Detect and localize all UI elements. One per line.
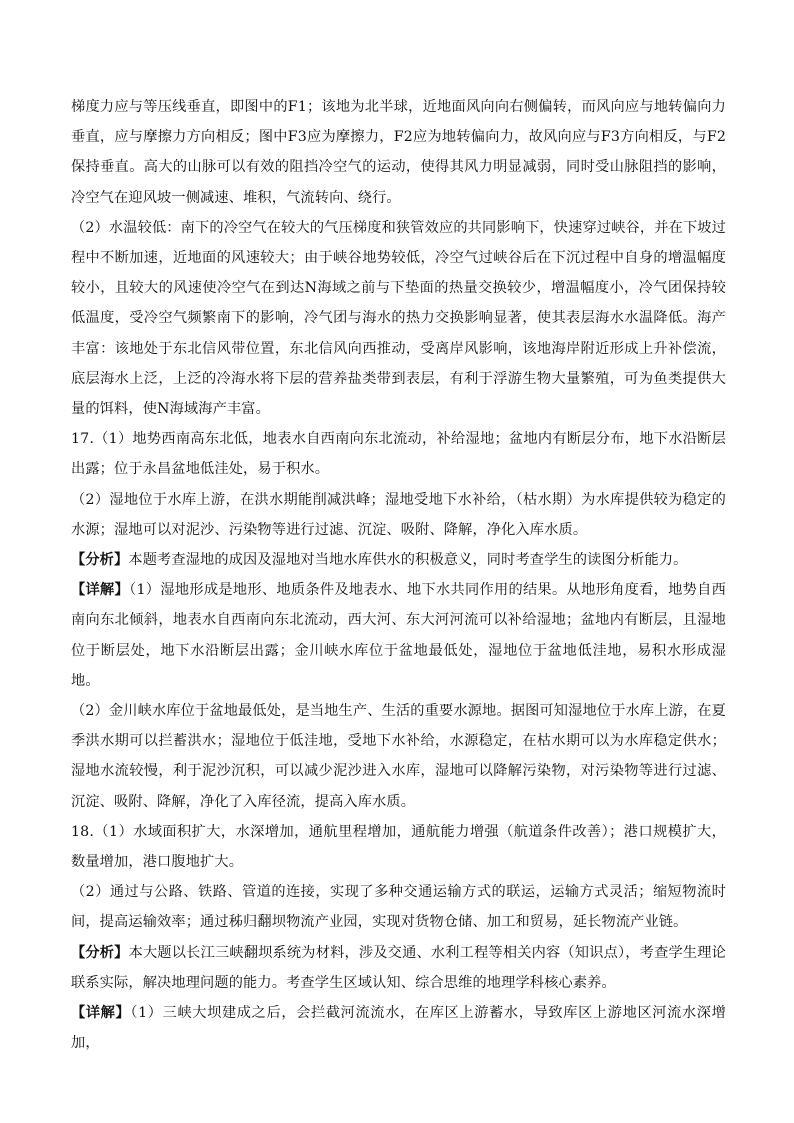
paragraph — [71, 817, 726, 877]
paragraph-text: 18.（1）水域面积扩大，水深增加，通航里程增加，通航能力增强（航道条件改善）；港口规模扩大，数量增加，港口腹地扩大。 — [71, 823, 726, 871]
paragraph — [71, 424, 726, 484]
paragraph-text: （1）三峡大坝建成之后，会拦截河流流水，在库区上游蓄水，导致库区上游地区河流水深增加， — [71, 1005, 726, 1052]
paragraph — [71, 213, 726, 424]
analysis-tag: 【分析】 — [71, 944, 129, 961]
paragraph — [71, 575, 726, 696]
paragraph — [71, 877, 726, 937]
paragraph — [71, 938, 726, 998]
paragraph-text: （2）水温较低：南下的冷空气在较大的气压梯度和狭管效应的共同影响下，快速穿过峡谷，并在下坡过程中不断加速，近地面的风速较大；由于峡谷地势较低，冷空气过峡谷后在下沉过程中自身的增温幅度较小，且较大的风速使冷空气在到达N海域之前与下垫面的热量交换较少，增温幅度小，冷气团保持较低温度，受冷空气频繁南下的影响，冷气团与海水的热力交换影响显著，使其表层海水水温降低。海产丰富：该地处于东北信风带位置，东北信风向西推动，受离岸风影响，该地海岸附近形成上升补偿流，底层海水上泛，上泛的冷海水将下层的营养盐类带到表层，有利于浮游生物大量繁殖，可为鱼类提供大量的饵料，使N海域海产丰富。 — [71, 219, 726, 418]
detail-tag: 【详解】 — [71, 582, 130, 599]
answer-body — [71, 92, 726, 1059]
paragraph-text: （2）湿地位于水库上游，在洪水期能削减洪峰；湿地受地下水补给，（枯水期）为水库提供较为稳定的水源；湿地可以对泥沙、污染物等进行过滤、沉淀、吸附、降解，净化入库水质。 — [71, 491, 726, 538]
paragraph-text: 本题考查湿地的成因及湿地对当地水库供水的积极意义，同时考查学生的读图分析能力。 — [128, 552, 688, 569]
paragraph — [71, 485, 726, 545]
paragraph-text: 梯度力应与等压线垂直，即图中的F1；该地为北半球，近地面风向向右侧偏转，而风向应与地转偏向力垂直，应与摩擦力方向相反；图中F3应为摩擦力，F2应为地转偏向力，故风向应与F3方向相反，与F2保持垂直。高大的山脉可以有效的阻挡冷空气的运动，使得其风力明显减弱，同时受山脉阻挡的影响，冷空气在迎风坡一侧减速、堆积，气流转向、绕行。 — [71, 99, 726, 206]
paragraph — [71, 545, 726, 575]
paragraph — [71, 998, 726, 1058]
detail-tag: 【详解】 — [71, 1005, 131, 1022]
paragraph-text: 本大题以长江三峡翻坝系统为材料，涉及交通、水利工程等相关内容（知识点），考查学生理论联系实际，解决地理问题的能力。考查学生区域认知、综合思维的地理学科核心素养。 — [71, 944, 726, 991]
analysis-tag: 【分析】 — [71, 552, 129, 569]
paragraph — [71, 696, 726, 817]
paragraph-text: 17.（1）地势西南高东北低，地表水自西南向东北流动，补给湿地；盆地内有断层分布，地下水沿断层出露；位于永昌盆地低洼处，易于积水。 — [71, 431, 726, 478]
paragraph-text: （2）金川峡水库位于盆地最低处，是当地生产、生活的重要水源地。据图可知湿地位于水库上游，在夏季洪水期可以拦蓄洪水；湿地位于低洼地，受地下水补给，水源稳定，在枯水期可以为水库稳定供水；湿地水流较慢，利于泥沙沉积，可以减少泥沙进入水库，湿地可以降解污染物，对污染物等进行过滤、沉淀、吸附、降解，净化了入库径流，提高入库水质。 — [71, 703, 726, 810]
paragraph-text: （2）通过与公路、铁路、管道的连接，实现了多种交通运输方式的联运，运输方式灵活；缩短物流时间，提高运输效率；通过秭归翻坝物流产业园，实现对货物仓储、加工和贸易，延长物流产业链。 — [71, 884, 726, 931]
paragraph-text: （1）湿地形成是地形、地质条件及地表水、地下水共同作用的结果。从地形角度看，地势自西南向东北倾斜，地表水自西南向东北流动，西大河、东大河河流可以补给湿地；盆地内有断层，且湿地位于断层处，地下水沿断层出露；金川峡水库位于盆地最低处，湿地位于盆地低洼地，易积水形成湿地。 — [71, 582, 726, 689]
paragraph — [71, 92, 726, 213]
